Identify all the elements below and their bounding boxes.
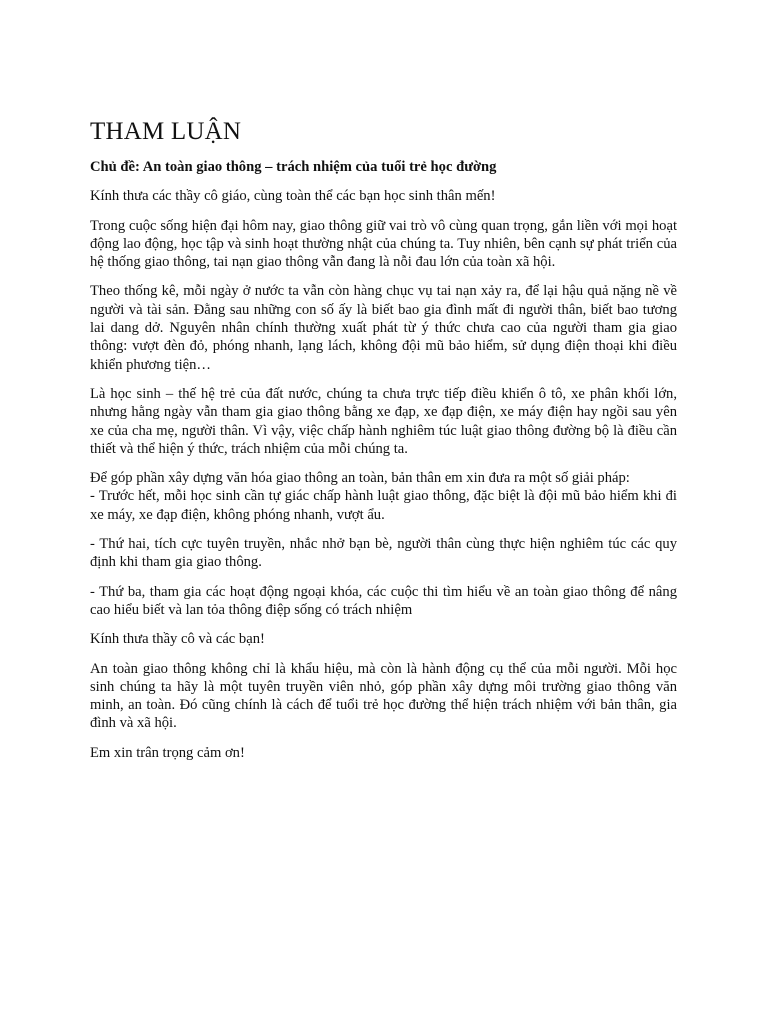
- document-page: [90, 116, 677, 773]
- document-subject: Chủ đề: An toàn giao thông – trách nhiệm của tuổi trẻ học đường: [90, 159, 497, 175]
- document-title: THAM LUẬN: [90, 118, 242, 145]
- opening-greeting: Kính thưa các thầy cô giáo, cùng toàn thể các bạn học sinh thân mến!: [90, 188, 496, 205]
- paragraph-students: Là học sinh – thế hệ trẻ của đất nước, chúng ta chưa trực tiếp điều khiển ô tô, xe phân khối lớn, nhưng hằng ngày vẫn tham gia giao thông bằng xe đạp, xe đạp điện, xe máy điện hay ngồi sau yên xe của cha mẹ, người thân. Vì vậy, việc chấp hành nghiêm túc luật giao thông đường bộ là điều cần thiết và thể hiện ý thức, trách nhiệm của mỗi chúng ta.: [90, 385, 677, 457]
- solution-item-3: - Thứ ba, tham gia các hoạt động ngoại khóa, các cuộc thi tìm hiểu về an toàn giao thông để nâng cao hiểu biết và lan tỏa thông điệp sống có trách nhiệm: [90, 583, 677, 618]
- solutions-block: [90, 469, 677, 524]
- paragraph-intro: Trong cuộc sống hiện đại hôm nay, giao thông giữ vai trò vô cùng quan trọng, gắn liền với mọi hoạt động lao động, học tập và sinh hoạt thường nhật của chúng ta. Tuy nhiên, bên cạnh sự phát triển của hệ thống giao thông, tai nạn giao thông vẫn đang là nỗi đau lớn của toàn xã hội.: [90, 217, 677, 271]
- solution-item-1: - Trước hết, mỗi học sinh cần tự giác chấp hành luật giao thông, đặc biệt là đội mũ bảo hiểm khi đi xe máy, xe đạp điện, không phóng nhanh, vượt ẩu.: [90, 488, 677, 523]
- solution-item-2: - Thứ hai, tích cực tuyên truyền, nhắc nhở bạn bè, người thân cùng thực hiện nghiêm túc các quy định khi tham gia giao thông.: [90, 536, 677, 571]
- paragraph-statistics: Theo thống kê, mỗi ngày ở nước ta vẫn còn hàng chục vụ tai nạn xảy ra, để lại hậu quả nặng nề về người và tài sản. Đằng sau những con số ấy là biết bao gia đình mất đi người thân, biết bao tương lai dang dở. Nguyên nhân chính thường xuất phát từ ý thức chưa cao của người tham gia giao thông: vượt đèn đỏ, phóng nhanh, lạng lách, không đội mũ bảo hiểm, sử dụng điện thoại khi điều khiển phương tiện…: [90, 283, 677, 373]
- closing-line: Em xin trân trọng cảm ơn!: [90, 744, 245, 761]
- paragraph-conclusion: An toàn giao thông không chỉ là khẩu hiệu, mà còn là hành động cụ thể của mỗi người. Mỗi học sinh chúng ta hãy là một tuyên truyền viên nhỏ, góp phần xây dựng môi trường giao thông văn minh, an toàn. Đó cũng chính là cách để tuổi trẻ học đường thể hiện trách nhiệm với bản thân, gia đình và xã hội.: [90, 660, 677, 732]
- second-greeting: Kính thưa thầy cô và các bạn!: [90, 631, 265, 648]
- solutions-intro: Để góp phần xây dựng văn hóa giao thông an toàn, bản thân em xin đưa ra một số giải pháp:: [90, 470, 630, 487]
